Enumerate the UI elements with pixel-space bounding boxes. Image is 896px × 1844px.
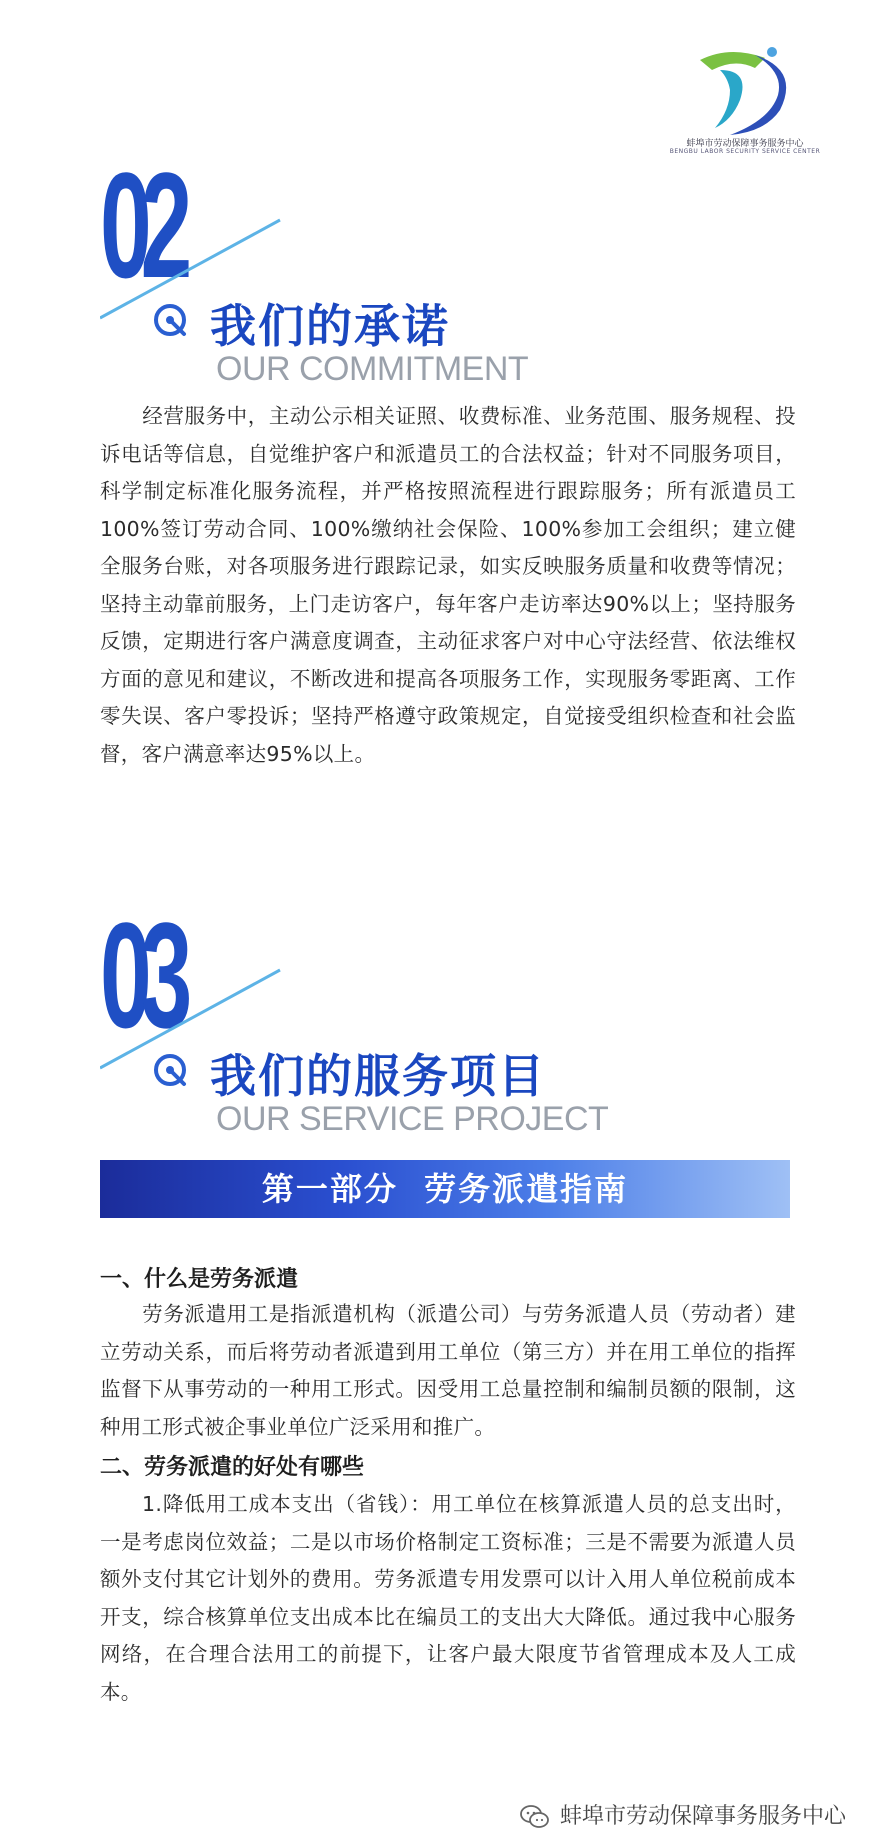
- question-1-paragraph: [100, 1296, 796, 1446]
- question-2-text: 1.降低用工成本支出（省钱）：用工单位在核算派遣人员的总支出时，一是考虑岗位效益；二是以市场价格制定工资标准；三是不需要为派遣人员额外支付其它计划外的费用。劳务派遣专用发票可以计入用人单位税前成本开支，综合核算单位支出成本比在编员工的支出大大降低。通过我中心服务网络，在合理合法用工的前提下，让客户最大限度节省管理成本及人工成本。: [100, 1492, 796, 1704]
- logo-name-cn: 蚌埠市劳动保障事务服务中心: [686, 139, 804, 149]
- section-03-header: [0, 891, 896, 1138]
- wechat-icon: [520, 1804, 550, 1830]
- question-1-heading: 一、什么是劳务派遣: [100, 1267, 299, 1292]
- commitment-paragraph: [100, 398, 796, 773]
- guide-banner: [100, 1160, 790, 1218]
- section-number: 03: [100, 891, 182, 1059]
- brand-logo-icon: [660, 40, 830, 140]
- footer-account-name: 蚌埠市劳动保障事务服务中心: [560, 1804, 847, 1829]
- section-circle-icon: [150, 1050, 190, 1090]
- section-number: 02: [100, 141, 182, 309]
- footer-watermark: [520, 1800, 850, 1834]
- logo-name-en: BENGBU LABOR SECURITY SERVICE CENTER: [669, 148, 821, 155]
- brand-logo: [660, 40, 830, 160]
- section-title: 我们的承诺: [210, 299, 450, 353]
- section-title: 我们的服务项目: [210, 1049, 546, 1103]
- banner-title: 第一部分 劳务派遣指南: [261, 1170, 629, 1208]
- question-2-paragraph: [100, 1486, 796, 1711]
- section-subtitle: OUR SERVICE PROJECT: [216, 1100, 609, 1138]
- question-1-text: 劳务派遣用工是指派遣机构（派遣公司）与劳务派遣人员（劳动者）建立劳动关系，而后将劳动者派遣到用工单位（第三方）并在用工单位的指挥监督下从事劳动的一种用工形式。因受用工总量控制和编制员额的限制，这种用工形式被企事业单位广泛采用和推广。: [100, 1302, 796, 1439]
- commitment-text: 经营服务中，主动公示相关证照、收费标准、业务范围、服务规程、投诉电话等信息，自觉维护客户和派遣员工的合法权益；针对不同服务项目，科学制定标准化服务流程，并严格按照流程进行跟踪服务；所有派遣员工100%签订劳动合同、100%缴纳社会保险、100%参加工会组织；建立健全服务台账，对各项服务进行跟踪记录，如实反映服务质量和收费等情况；坚持主动靠前服务，上门走访客户，每年客户走访率达90%以上；坚持服务反馈，定期进行客户满意度调查，主动征求客户对中心守法经营、依法维权方面的意见和建议，不断改进和提高各项服务工作，实现服务零距离、工作零失误、客户零投诉；坚持严格遵守政策规定，自觉接受组织检查和社会监督，客户满意率达95%以上。: [100, 404, 796, 766]
- section-subtitle: OUR COMMITMENT: [216, 350, 529, 388]
- section-circle-icon: [150, 300, 190, 340]
- question-2-heading: 二、劳务派遣的好处有哪些: [100, 1455, 365, 1480]
